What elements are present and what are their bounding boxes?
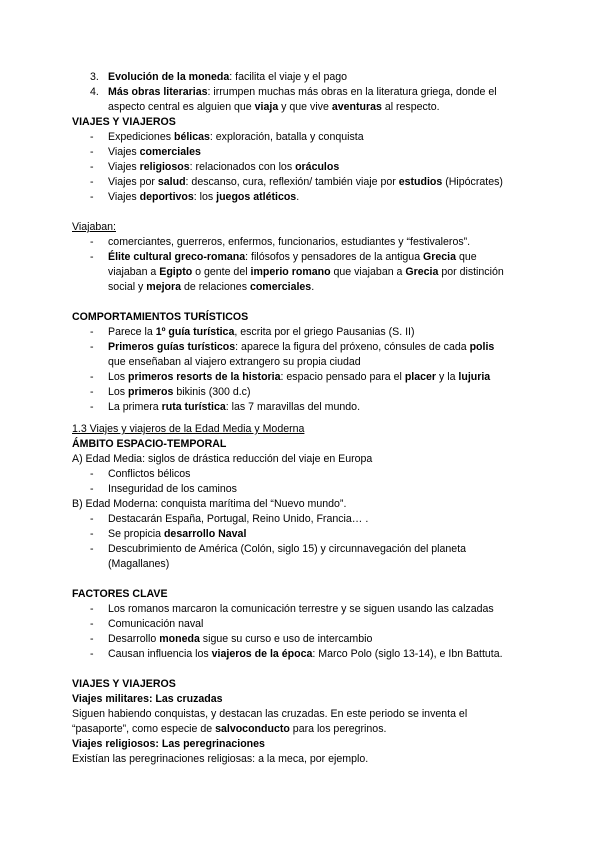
numbered-item: 3. Evolución de la moneda: facilita el viaje y el pago (90, 71, 348, 83)
subheading: Viajes militares: Las cruzadas (72, 693, 223, 705)
list-item-continuation: que enseñaban al viajero extrangero su propia ciudad (108, 356, 361, 368)
list-item: - Los primeros resorts de la historia: espacio pensado para el placer y la lujuria (90, 371, 491, 383)
list-item: - Primeros guías turísticos: aparece la figura del próxeno, cónsules de cada polis (90, 341, 495, 353)
item-number: 4. (90, 86, 99, 98)
subsection-title: 1.3 Viajes y viajeros de la Edad Media y Moderna (72, 423, 305, 435)
list-item: - Los primeros bikinis (300 d.c) (90, 386, 251, 398)
section-heading: VIAJES Y VIAJEROS (72, 678, 176, 690)
paragraph-line: A) Edad Media: siglos de drástica reducción del viaje en Europa (72, 453, 373, 465)
list-item: - La primera ruta turística: las 7 maravillas del mundo. (90, 401, 361, 413)
paragraph-line: Siguen habiendo conquistas, y destacan las cruzadas. En este periodo se inventa el (72, 708, 468, 720)
list-item: - Descubrimiento de América (Colón, siglo 15) y circunnavegación del planeta (90, 543, 467, 555)
list-item: - Desarrollo moneda sigue su curso e uso de intercambio (90, 633, 373, 645)
section-heading: COMPORTAMIENTOS TURÍSTICOS (72, 311, 249, 323)
section-heading: FACTORES CLAVE (72, 588, 168, 600)
list-item-continuation: viajaban a Egipto o gente del imperio romano que viajaban a Grecia por distinción (108, 266, 504, 278)
list-item: - Viajes comerciales (90, 146, 201, 158)
list-item: - Comunicación naval (90, 618, 204, 630)
list-item: - Conflictos bélicos (90, 468, 191, 480)
item-number: 3. (90, 71, 99, 83)
document-content (72, 70, 532, 767)
list-item: - comerciantes, guerreros, enfermos, funcionarios, estudiantes y “festivaleros”. (90, 236, 471, 248)
paragraph-line: B) Edad Moderna: conquista marítima del “Nuevo mundo”. (72, 498, 347, 510)
list-item: - Inseguridad de los caminos (90, 483, 237, 495)
list-item: - Viajes por salud: descanso, cura, reflexión/ también viaje por estudios (Hipócrates) (90, 176, 503, 188)
list-item: - Viajes deportivos: los juegos atléticos. (90, 191, 300, 203)
viajaban-label: Viajaban: (72, 221, 116, 233)
numbered-item-continuation: aspecto central es alguien que viaja y que vive aventuras al respecto. (108, 101, 440, 113)
paragraph-line: Existían las peregrinaciones religiosas: a la meca, por ejemplo. (72, 753, 369, 765)
section-heading: VIAJES Y VIAJEROS (72, 116, 176, 128)
list-item: - Los romanos marcaron la comunicación terrestre y se siguen usando las calzadas (90, 603, 494, 615)
list-item: - Viajes religiosos: relacionados con los oráculos (90, 161, 340, 173)
section-heading: ÁMBITO ESPACIO-TEMPORAL (72, 438, 227, 450)
list-item-continuation: (Magallanes) (108, 558, 170, 570)
list-item: - Se propicia desarrollo Naval (90, 528, 247, 540)
list-item: - Expediciones bélicas: exploración, batalla y conquista (90, 131, 364, 143)
list-item-continuation: social y mejora de relaciones comerciales. (108, 281, 315, 293)
numbered-item: 4. Más obras literarias: irrumpen muchas más obras en la literatura griega, donde el (90, 86, 497, 98)
list-item: - Parece la 1º guía turística, escrita por el griego Pausanias (S. II) (90, 326, 415, 338)
list-item: - Causan influencia los viajeros de la época: Marco Polo (siglo 13-14), e Ibn Battuta. (90, 648, 503, 660)
list-item: - Destacarán España, Portugal, Reino Unido, Francia… . (90, 513, 369, 525)
list-item: - Élite cultural greco-romana: filósofos y pensadores de la antigua Grecia que (90, 251, 477, 263)
paragraph-line: “pasaporte”, como especie de salvoconducto para los peregrinos. (72, 723, 387, 735)
subheading: Viajes religiosos: Las peregrinaciones (72, 738, 265, 750)
